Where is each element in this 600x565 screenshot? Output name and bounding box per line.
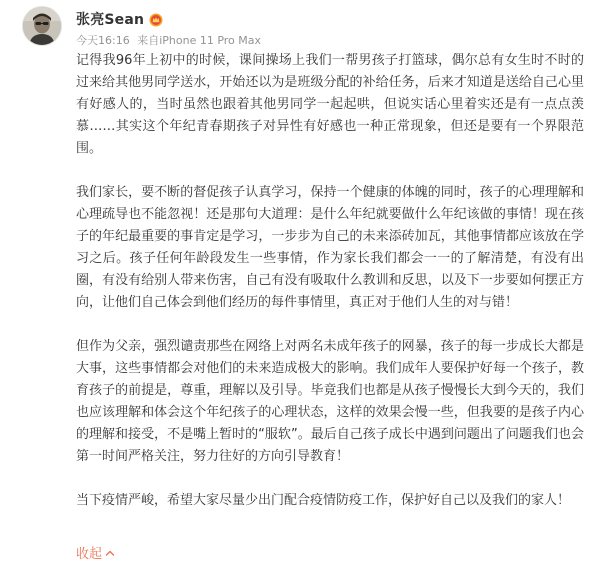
source-prefix: 来自 — [137, 34, 160, 47]
collapse-label: 收起 — [76, 547, 103, 562]
author-row — [76, 8, 163, 30]
post-paragraph: 但作为父亲，强烈谴责那些在网络上对两名未成年孩子的网暴，孩子的每一步成长大都是大事，这些事情都会对他们的未来造成极大的影响。我们成年人要保护好每一个孩子，教育孩子的前提是，尊重，理解以及引导。毕竟我们也都是从孩子慢慢长大到今天的，我们也应该理解和体会这个年纪孩子的心理状态，这样的效果会慢一些，但我要的是孩子内心的理解和接受，不是嘴上暂时的“服软”。最后自己孩子成长中遇到问题出了问题我们也会第一时间严格关注，努力往好的方向引导教育！ — [76, 339, 584, 464]
user-photo-avatar-icon — [23, 7, 61, 45]
post-time[interactable]: 今天16:16 — [76, 34, 130, 47]
author-name[interactable]: 张亮Sean — [76, 12, 145, 28]
post-paragraph: 记得我96年上初中的时候，课间操场上我们一帮男孩子打篮球，偶尔总有女生时不时的过来给其他男同学送水，开始还以为是班级分配的补给任务，后来才知道是送给自己心里有好感人的，当时虽然也跟着其他男同学一起起哄，但说实话心里着实还是有一点点羡慕……其实这个年纪青春期孩子对异性有好感也一种正常现象，但还是要有一个界限范围。 — [76, 53, 584, 156]
post-paragraph: 我们家长，要不断的督促孩子认真学习，保持一个健康的体魄的同时，孩子的心理理解和心理疏导也不能忽视！还是那句大道理：是什么年纪就要做什么年纪该做的事情！现在孩子的年纪最重要的事肯定是学习，一步步为自己的未来添砖加瓦，其他事情都应该放在学习之后。孩子任何年龄段发生一些事情，作为家长我们都会一一的了解清楚，有没有出圈，有没有给别人带来伤害，自己有没有吸取什么教训和反思，以及下一步要如何摆正方向，让他们自己体会到他们经历的每件事情里，真正对于他们人生的对与错！ — [76, 185, 584, 310]
collapse-button[interactable] — [76, 543, 115, 562]
avatar[interactable] — [22, 6, 62, 46]
vip-crown-badge-icon[interactable] — [149, 12, 163, 26]
post-content — [76, 50, 584, 512]
post-meta — [76, 32, 265, 48]
chevron-up-icon — [105, 548, 115, 558]
post-paragraph: 当下疫情严峻，希望大家尽量少出门配合疫情防疫工作，保护好自己以及我们的家人！ — [76, 493, 571, 508]
source-device: iPhone 11 Pro Max — [159, 34, 262, 47]
